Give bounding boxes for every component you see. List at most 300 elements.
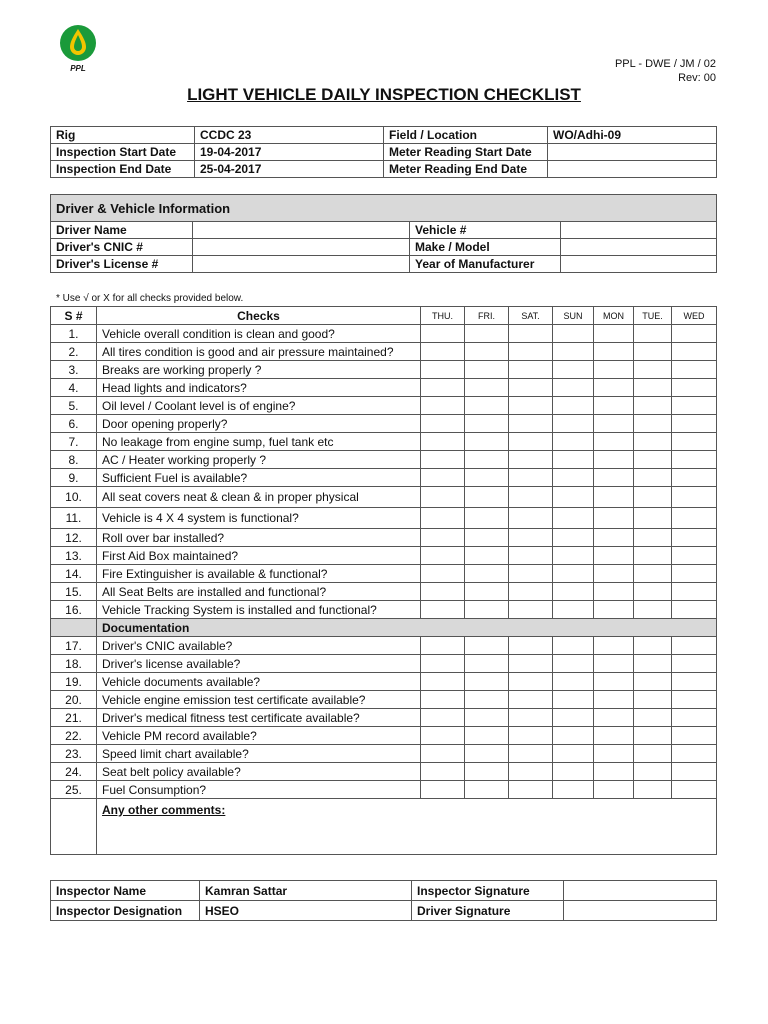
check-cell-sun[interactable] [553, 379, 594, 397]
checklist-row [51, 601, 717, 619]
check-cell-mon[interactable] [594, 709, 634, 727]
check-cell-mon[interactable] [594, 529, 634, 547]
check-cell-thu[interactable] [421, 508, 465, 529]
checklist-table [50, 306, 717, 855]
checklist-row [51, 547, 717, 565]
checklist-row [51, 325, 717, 343]
serial-header: S # [51, 307, 97, 325]
check-description: Speed limit chart available? [97, 745, 421, 763]
check-cell-thu[interactable] [421, 451, 465, 469]
check-cell-fri[interactable] [465, 565, 509, 583]
check-cell-sat[interactable] [509, 691, 553, 709]
check-cell-wed[interactable] [672, 601, 717, 619]
check-serial: 11. [51, 508, 97, 529]
check-cell-tue[interactable] [634, 691, 672, 709]
checklist-header-row [51, 307, 717, 325]
checklist-row [51, 655, 717, 673]
comments-spacer [51, 799, 97, 855]
checklist-row [51, 415, 717, 433]
check-cell-sat[interactable] [509, 487, 553, 508]
inspector-signature-label: Inspector Signature [412, 881, 564, 901]
driver-name-field[interactable] [193, 222, 410, 239]
check-cell-sun[interactable] [553, 487, 594, 508]
check-cell-sat[interactable] [509, 361, 553, 379]
check-cell-wed[interactable] [672, 655, 717, 673]
check-cell-sat[interactable] [509, 433, 553, 451]
check-cell-mon[interactable] [594, 325, 634, 343]
check-serial: 9. [51, 469, 97, 487]
check-serial: 25. [51, 781, 97, 799]
check-cell-wed[interactable] [672, 691, 717, 709]
table-row [51, 239, 717, 256]
section-header [51, 195, 717, 222]
check-cell-sat[interactable] [509, 673, 553, 691]
check-cell-sun[interactable] [553, 451, 594, 469]
check-cell-wed[interactable] [672, 325, 717, 343]
check-cell-fri[interactable] [465, 508, 509, 529]
check-cell-thu[interactable] [421, 565, 465, 583]
checklist-row [51, 673, 717, 691]
check-cell-fri[interactable] [465, 601, 509, 619]
meter-end-field[interactable] [548, 161, 717, 178]
check-cell-sun[interactable] [553, 565, 594, 583]
check-description: Seat belt policy available? [97, 763, 421, 781]
check-serial: 1. [51, 325, 97, 343]
check-cell-mon[interactable] [594, 637, 634, 655]
signoff-table [50, 880, 717, 921]
check-description: Fire Extinguisher is available & functional? [97, 565, 421, 583]
check-serial: 16. [51, 601, 97, 619]
inspector-designation-field[interactable]: HSEO [200, 901, 412, 921]
check-cell-wed[interactable] [672, 361, 717, 379]
table-row [51, 881, 717, 901]
check-cell-mon[interactable] [594, 673, 634, 691]
driver-name-label: Driver Name [51, 222, 193, 239]
check-cell-sat[interactable] [509, 343, 553, 361]
check-cell-fri[interactable] [465, 637, 509, 655]
check-cell-fri[interactable] [465, 529, 509, 547]
check-cell-sat[interactable] [509, 469, 553, 487]
check-cell-tue[interactable] [634, 745, 672, 763]
field-location-field[interactable]: WO/Adhi-09 [548, 127, 717, 144]
check-cell-sat[interactable] [509, 508, 553, 529]
check-cell-sat[interactable] [509, 601, 553, 619]
check-cell-fri[interactable] [465, 343, 509, 361]
check-cell-thu[interactable] [421, 487, 465, 508]
check-cell-sun[interactable] [553, 583, 594, 601]
check-description: Sufficient Fuel is available? [97, 469, 421, 487]
end-date-field[interactable]: 25-04-2017 [195, 161, 384, 178]
check-cell-sat[interactable] [509, 379, 553, 397]
check-cell-fri[interactable] [465, 469, 509, 487]
check-description: Driver's medical fitness test certificate available? [97, 709, 421, 727]
checklist-row [51, 397, 717, 415]
check-cell-fri[interactable] [465, 583, 509, 601]
check-cell-fri[interactable] [465, 727, 509, 745]
check-cell-sat[interactable] [509, 415, 553, 433]
check-cell-sat[interactable] [509, 529, 553, 547]
driver-signature-field[interactable] [564, 901, 717, 921]
check-description: Roll over bar installed? [97, 529, 421, 547]
check-cell-sun[interactable] [553, 763, 594, 781]
check-description: All Seat Belts are installed and functional? [97, 583, 421, 601]
check-cell-thu[interactable] [421, 433, 465, 451]
checklist-row [51, 781, 717, 799]
check-serial: 13. [51, 547, 97, 565]
check-cell-sat[interactable] [509, 451, 553, 469]
check-description: AC / Heater working properly ? [97, 451, 421, 469]
check-cell-tue[interactable] [634, 529, 672, 547]
document-reference [615, 57, 716, 85]
check-cell-thu[interactable] [421, 745, 465, 763]
logo-text: PPL [70, 64, 86, 72]
checklist-row [51, 469, 717, 487]
check-cell-mon[interactable] [594, 469, 634, 487]
check-cell-sun[interactable] [553, 601, 594, 619]
checklist-row [51, 583, 717, 601]
check-cell-sun[interactable] [553, 433, 594, 451]
checklist-row [51, 709, 717, 727]
check-cell-sun[interactable] [553, 508, 594, 529]
field-location-label: Field / Location [384, 127, 548, 144]
check-cell-tue[interactable] [634, 727, 672, 745]
check-cell-thu[interactable] [421, 709, 465, 727]
check-cell-tue[interactable] [634, 325, 672, 343]
check-cell-wed[interactable] [672, 487, 717, 508]
check-serial: 24. [51, 763, 97, 781]
check-cell-thu[interactable] [421, 781, 465, 799]
check-description: Vehicle PM record available? [97, 727, 421, 745]
check-cell-wed[interactable] [672, 508, 717, 529]
check-serial: 22. [51, 727, 97, 745]
check-cell-tue[interactable] [634, 673, 672, 691]
check-description: Driver's license available? [97, 655, 421, 673]
check-cell-wed[interactable] [672, 451, 717, 469]
check-cell-thu[interactable] [421, 691, 465, 709]
check-description: All seat covers neat & clean & in proper physical [97, 487, 421, 508]
check-cell-wed[interactable] [672, 415, 717, 433]
check-cell-thu[interactable] [421, 583, 465, 601]
check-cell-mon[interactable] [594, 727, 634, 745]
check-cell-wed[interactable] [672, 583, 717, 601]
check-cell-thu[interactable] [421, 397, 465, 415]
check-description: Vehicle overall condition is clean and good? [97, 325, 421, 343]
doc-revision: Rev: 00 [678, 72, 716, 84]
check-serial: 18. [51, 655, 97, 673]
check-cell-tue[interactable] [634, 601, 672, 619]
check-cell-thu[interactable] [421, 343, 465, 361]
check-cell-fri[interactable] [465, 433, 509, 451]
check-serial: 5. [51, 397, 97, 415]
check-cell-sun[interactable] [553, 547, 594, 565]
check-cell-thu[interactable] [421, 673, 465, 691]
check-cell-sat[interactable] [509, 745, 553, 763]
check-cell-thu[interactable] [421, 529, 465, 547]
table-row [51, 901, 717, 921]
check-description: First Aid Box maintained? [97, 547, 421, 565]
check-cell-thu[interactable] [421, 361, 465, 379]
check-cell-thu[interactable] [421, 655, 465, 673]
check-serial: 17. [51, 637, 97, 655]
check-cell-sat[interactable] [509, 583, 553, 601]
check-cell-sun[interactable] [553, 781, 594, 799]
day-header-fri: FRI. [465, 307, 509, 325]
check-cell-wed[interactable] [672, 397, 717, 415]
check-cell-fri[interactable] [465, 379, 509, 397]
documentation-section-title: Documentation [97, 619, 717, 637]
table-row [51, 256, 717, 273]
check-cell-tue[interactable] [634, 451, 672, 469]
year-manufacture-field[interactable] [561, 256, 717, 273]
checklist-row [51, 451, 717, 469]
check-cell-thu[interactable] [421, 415, 465, 433]
check-cell-fri[interactable] [465, 691, 509, 709]
check-cell-sun[interactable] [553, 727, 594, 745]
check-cell-tue[interactable] [634, 637, 672, 655]
check-cell-fri[interactable] [465, 415, 509, 433]
check-description: Oil level / Coolant level is of engine? [97, 397, 421, 415]
end-date-label: Inspection End Date [51, 161, 195, 178]
check-cell-tue[interactable] [634, 415, 672, 433]
check-cell-tue[interactable] [634, 709, 672, 727]
check-cell-fri[interactable] [465, 673, 509, 691]
driver-license-field[interactable] [193, 256, 410, 273]
check-cell-fri[interactable] [465, 655, 509, 673]
check-cell-sun[interactable] [553, 691, 594, 709]
rig-label: Rig [51, 127, 195, 144]
check-cell-thu[interactable] [421, 763, 465, 781]
check-cell-sat[interactable] [509, 655, 553, 673]
check-cell-thu[interactable] [421, 601, 465, 619]
check-cell-sat[interactable] [509, 763, 553, 781]
check-cell-wed[interactable] [672, 745, 717, 763]
inspector-name-label: Inspector Name [51, 881, 200, 901]
check-cell-sun[interactable] [553, 343, 594, 361]
check-cell-fri[interactable] [465, 451, 509, 469]
check-cell-sun[interactable] [553, 529, 594, 547]
checklist-row [51, 529, 717, 547]
check-cell-wed[interactable] [672, 673, 717, 691]
check-cell-mon[interactable] [594, 583, 634, 601]
checklist-row [51, 379, 717, 397]
check-cell-sun[interactable] [553, 673, 594, 691]
check-cell-thu[interactable] [421, 727, 465, 745]
comments-field[interactable] [97, 799, 717, 855]
inspector-designation-label: Inspector Designation [51, 901, 200, 921]
driver-vehicle-table [50, 194, 717, 273]
check-cell-mon[interactable] [594, 763, 634, 781]
check-cell-wed[interactable] [672, 781, 717, 799]
check-description: All tires condition is good and air pressure maintained? [97, 343, 421, 361]
table-row [51, 222, 717, 239]
check-cell-fri[interactable] [465, 709, 509, 727]
check-serial: 20. [51, 691, 97, 709]
vehicle-number-field[interactable] [561, 222, 717, 239]
check-cell-mon[interactable] [594, 655, 634, 673]
check-cell-tue[interactable] [634, 433, 672, 451]
checklist-row [51, 763, 717, 781]
check-cell-sun[interactable] [553, 637, 594, 655]
check-cell-wed[interactable] [672, 565, 717, 583]
check-cell-wed[interactable] [672, 727, 717, 745]
checklist-row [51, 745, 717, 763]
check-cell-sun[interactable] [553, 325, 594, 343]
check-cell-wed[interactable] [672, 343, 717, 361]
check-cell-wed[interactable] [672, 709, 717, 727]
table-row [51, 144, 717, 161]
check-cell-wed[interactable] [672, 763, 717, 781]
checks-header: Checks [97, 307, 421, 325]
comments-label: Any other comments: [102, 803, 226, 817]
check-cell-mon[interactable] [594, 451, 634, 469]
check-cell-sat[interactable] [509, 547, 553, 565]
meter-start-label: Meter Reading Start Date [384, 144, 548, 161]
check-cell-sat[interactable] [509, 637, 553, 655]
check-description: Head lights and indicators? [97, 379, 421, 397]
check-serial: 8. [51, 451, 97, 469]
check-cell-mon[interactable] [594, 487, 634, 508]
check-cell-mon[interactable] [594, 508, 634, 529]
check-cell-sat[interactable] [509, 781, 553, 799]
driver-section-title: Driver & Vehicle Information [51, 195, 717, 222]
vehicle-number-label: Vehicle # [410, 222, 561, 239]
check-cell-tue[interactable] [634, 655, 672, 673]
start-date-field[interactable]: 19-04-2017 [195, 144, 384, 161]
checklist-row [51, 637, 717, 655]
checklist-row [51, 343, 717, 361]
check-cell-mon[interactable] [594, 781, 634, 799]
check-cell-sun[interactable] [553, 745, 594, 763]
check-cell-sun[interactable] [553, 655, 594, 673]
check-cell-sun[interactable] [553, 415, 594, 433]
check-description: Fuel Consumption? [97, 781, 421, 799]
check-cell-mon[interactable] [594, 433, 634, 451]
table-row [51, 161, 717, 178]
check-cell-fri[interactable] [465, 547, 509, 565]
check-serial: 4. [51, 379, 97, 397]
check-cell-thu[interactable] [421, 325, 465, 343]
check-cell-fri[interactable] [465, 763, 509, 781]
check-cell-tue[interactable] [634, 469, 672, 487]
check-cell-thu[interactable] [421, 379, 465, 397]
check-cell-wed[interactable] [672, 547, 717, 565]
check-cell-sat[interactable] [509, 709, 553, 727]
check-cell-sat[interactable] [509, 397, 553, 415]
check-cell-tue[interactable] [634, 508, 672, 529]
make-model-label: Make / Model [410, 239, 561, 256]
check-cell-mon[interactable] [594, 745, 634, 763]
check-cell-fri[interactable] [465, 745, 509, 763]
checks-instruction-note: * Use √ or X for all checks provided below. [56, 293, 244, 304]
check-cell-sun[interactable] [553, 469, 594, 487]
driver-cnic-field[interactable] [193, 239, 410, 256]
check-cell-mon[interactable] [594, 691, 634, 709]
check-cell-tue[interactable] [634, 583, 672, 601]
check-cell-sun[interactable] [553, 397, 594, 415]
check-cell-tue[interactable] [634, 565, 672, 583]
section-spacer [51, 619, 97, 637]
check-cell-tue[interactable] [634, 361, 672, 379]
check-serial: 15. [51, 583, 97, 601]
check-cell-tue[interactable] [634, 547, 672, 565]
doc-code: PPL - DWE / JM / 02 [614, 58, 716, 70]
year-manufacture-label: Year of Manufacturer [410, 256, 561, 273]
driver-license-label: Driver's License # [51, 256, 193, 273]
check-description: Vehicle documents available? [97, 673, 421, 691]
make-model-field[interactable] [561, 239, 717, 256]
check-cell-fri[interactable] [465, 397, 509, 415]
check-cell-fri[interactable] [465, 361, 509, 379]
check-cell-sat[interactable] [509, 727, 553, 745]
meter-end-label: Meter Reading End Date [384, 161, 548, 178]
check-cell-tue[interactable] [634, 343, 672, 361]
check-cell-fri[interactable] [465, 487, 509, 508]
check-cell-sat[interactable] [509, 325, 553, 343]
check-cell-tue[interactable] [634, 397, 672, 415]
check-serial: 10. [51, 487, 97, 508]
check-cell-mon[interactable] [594, 397, 634, 415]
check-cell-thu[interactable] [421, 469, 465, 487]
check-serial: 3. [51, 361, 97, 379]
check-cell-sun[interactable] [553, 709, 594, 727]
inspector-name-field[interactable]: Kamran Sattar [200, 881, 412, 901]
check-description: Breaks are working properly ? [97, 361, 421, 379]
check-cell-mon[interactable] [594, 361, 634, 379]
check-cell-mon[interactable] [594, 415, 634, 433]
check-cell-sat[interactable] [509, 565, 553, 583]
check-description: Driver's CNIC available? [97, 637, 421, 655]
meter-start-field[interactable] [548, 144, 717, 161]
day-header-wed: WED [672, 307, 717, 325]
start-date-label: Inspection Start Date [51, 144, 195, 161]
check-cell-wed[interactable] [672, 469, 717, 487]
check-serial: 2. [51, 343, 97, 361]
check-cell-tue[interactable] [634, 781, 672, 799]
check-description: Door opening properly? [97, 415, 421, 433]
check-cell-tue[interactable] [634, 763, 672, 781]
check-cell-fri[interactable] [465, 781, 509, 799]
table-row [51, 127, 717, 144]
check-cell-mon[interactable] [594, 601, 634, 619]
check-serial: 14. [51, 565, 97, 583]
check-cell-tue[interactable] [634, 487, 672, 508]
day-header-tue: TUE. [634, 307, 672, 325]
check-cell-tue[interactable] [634, 379, 672, 397]
comments-row [51, 799, 717, 855]
day-header-mon: MON [594, 307, 634, 325]
check-cell-mon[interactable] [594, 343, 634, 361]
check-serial: 21. [51, 709, 97, 727]
check-cell-wed[interactable] [672, 433, 717, 451]
check-cell-sun[interactable] [553, 361, 594, 379]
rig-field[interactable]: CCDC 23 [195, 127, 384, 144]
inspector-signature-field[interactable] [564, 881, 717, 901]
check-cell-thu[interactable] [421, 637, 465, 655]
check-cell-fri[interactable] [465, 325, 509, 343]
checklist-row [51, 487, 717, 508]
check-cell-mon[interactable] [594, 547, 634, 565]
page-title: LIGHT VEHICLE DAILY INSPECTION CHECKLIST [187, 85, 581, 104]
check-cell-thu[interactable] [421, 547, 465, 565]
check-cell-wed[interactable] [672, 529, 717, 547]
checklist-row [51, 727, 717, 745]
checklist-row [51, 508, 717, 529]
check-cell-wed[interactable] [672, 637, 717, 655]
check-cell-mon[interactable] [594, 565, 634, 583]
driver-signature-label: Driver Signature [412, 901, 564, 921]
check-cell-mon[interactable] [594, 379, 634, 397]
check-cell-wed[interactable] [672, 379, 717, 397]
